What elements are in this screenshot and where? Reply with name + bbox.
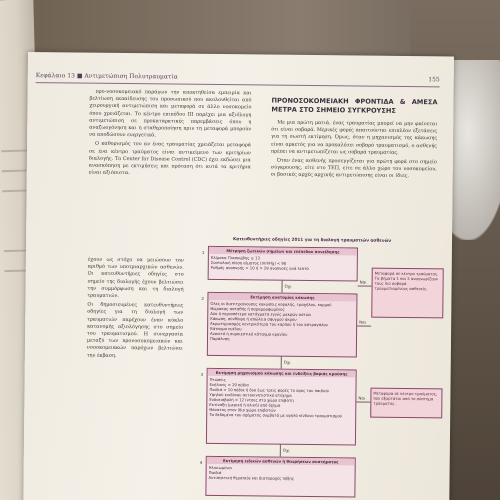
step-2-item: Κάταγμα πυέλου	[210, 325, 242, 332]
step-2-item: Κάκωση, σύνθλιψη ή απώλεια σφυγμού άκρου	[210, 315, 297, 322]
left-column	[88, 89, 252, 259]
step-2-header: Εκτίμηση ανατομίας κάκωσης	[208, 293, 356, 302]
step-2-item: Ακρωτηριασμός κεντρικότερα του καρπού ή του αστραγάλου	[210, 320, 328, 328]
step-3-item: Υψηλού κινδύνου αυτοκινητιστικό ατύχημα	[209, 391, 292, 398]
flowchart-step-4	[205, 456, 355, 498]
flow-arrow	[280, 445, 281, 457]
flow-connector	[356, 401, 370, 402]
flow-arrow	[281, 281, 282, 293]
step-4-item: Αντιπηκτική θεραπεία και διαταραχές πήξης	[208, 474, 295, 481]
flowchart-step-1	[208, 246, 358, 282]
flow-connector	[358, 285, 372, 286]
step-3-item: Θάνατος στον ίδιο χώρο επιβατών	[209, 406, 276, 413]
flow-arrow	[281, 357, 282, 369]
yes-label: Ναι	[359, 319, 367, 325]
step-3-item: Πτώσεις	[209, 376, 226, 383]
right-paragraph: Όταν ένας ασθενής προσεγγίζεται για πρώτη φορά στο σημείο σύγκρουσης, είτε στο ΤΕΠ, είτε σε άλλο χώρο του νοσοκομείου, οι βασικές αρχές αρχικής αντιμετώπισης είναι οι ίδιες.	[270, 157, 437, 180]
step-1-header: Μέτρηση ζωτικών σημείων και επίπεδου συνείδησης	[209, 247, 357, 256]
step-2-item: Θώρακας ασταθής ή παραμορφωμένος	[210, 305, 285, 312]
step-3-header: Εκτίμηση μηχανισμού κάκωσης και ενδείξεις βαριάς κρούσης	[208, 369, 356, 378]
no-label: Όχι	[283, 359, 291, 365]
step-4-item: Παιδιά	[208, 469, 222, 476]
side-box-transfer-system: Μεταφορά σε κέντρο τραύματος, που εξαρτάται από το σύστημα τραύματος.	[370, 388, 442, 419]
left-lower-text	[85, 257, 184, 500]
step-3-item: Ενδοεισβολή > 12 ίντσες στο χώρο επιβάτη	[209, 396, 294, 403]
step-number: 1	[201, 249, 205, 255]
book-page	[23, 52, 454, 500]
right-paragraph: Με μια πρώτη ματιά, ένας τραυματίας μπορεί να μην φαίνεται ότι είναι σοβαρά. Μερικές φορές απαιτούνται επιπλέον εξετάσεις για τη σωστή εκτίμηση. Όμως, όταν η μηχανισμός της κάκωσης είναι αρκετός για να προκαλέσει σοβαρό τραυματισμό, ο ασθενής πρέπει να αντιμετωπίζεται ως σοβαρά τραυματίας.	[270, 119, 438, 156]
step-4-item: Ηλικιωμένοι	[208, 464, 232, 471]
step-4-header: Εκτίμηση ειδικών ασθενών ή θεωρήσεων συστήματος	[207, 457, 355, 466]
step-number: 2	[201, 295, 205, 301]
step-2-item: Παράλυση	[209, 335, 230, 342]
section-heading: ΠΡΟΝΟΣΟΚΟΜΕΙΑΚΗ ΦΡΟΝΤΙΔΑ & ΑΜΕΣΑ ΜΕΤΡΑ ΣΤΟ ΣΗΜΕΙΟ ΣΥΓΚΡΟΥΣΗΣ	[271, 96, 438, 115]
step-3-item: Εκτίναξη (μερική ή ολική) από όχημα	[209, 401, 281, 408]
step-1-item: Ρυθμός αναπνοής < 10 ή > 29 αναπνοές ανά λεπτό	[210, 264, 309, 271]
step-number: 3	[200, 371, 204, 377]
flowchart-step-2	[207, 292, 358, 358]
page-number: 155	[428, 76, 440, 84]
left-lower-paragraph: έχουν ως στόχο να μειώσουν τον αριθμό των υποτριαρχικών ασθενών. Οι κατευθυντήριες οδηγίες στο σημείο της διαλογής έχουν βελτιώσει την συμμόρφωση και τη διαλογή τραυματιών.	[87, 256, 184, 299]
left-paragraph: Ο καθορισμός του αν ένας τραυματίας χρειάζεται μεταφορά σε ένα κέντρο τραύματος είναι αντικείμενο των κριτηρίων διαλογής. Το Center for Disease Control (CDC) έχει εκδώσει μια ανασκόπηση με εκτιμήσεις και πρόταση ότι αυτά τα κριτήρια είναι αξιόπιστα.	[88, 141, 252, 177]
side-box-transfer: Μεταφορά σε κέντρο τραύματος. Τα βήματα 1 και 2 αναγνωρίζουν τους πιο σοβαρά τραυματισμένους ασθενείς.	[371, 268, 444, 319]
flow-connector	[357, 325, 371, 326]
step-2-item: Όλες οι διατιτραίνουσες κακώσεις κεφαλής, τραχήλου, κορμού	[210, 300, 332, 308]
step-2-item: Δύο ή περισσότερα κατάγματα εγγύς μακρών οστών	[210, 310, 312, 317]
step-number: 4	[199, 459, 203, 465]
left-paragraph: προ-νοσοκομειακό παράγων την αποκτηθείσα εμπειρία και βελτίωση εκπαίδευσης του προσωπικού που ακολουθείται από χειρουργική αντιμετώπιση και μεταφορά σε άλλο νοσοκομείο όπου χρειάζεται. Το κέντρο επιπέδου III παρέχει μια αξιόλογη αντιμετώπιση σε προκαταρκτικές παρεμβάσεις όπου η αναζωογόνηση και η σταθεροποίηση πριν τη μεταφορά μπορούν να αποδώσουν ευεργετικά.	[89, 88, 252, 139]
figure-title: Κατευθυντήριες οδηγίες 2011 για τη διαλογή τραυματιών ασθενών	[232, 236, 392, 243]
yes-label: Ναι	[358, 395, 366, 401]
chapter-title: Κεφάλαιο 13 ■ Αντιμετώπιση Πολυτραυματία	[35, 72, 178, 81]
no-label: Όχι	[282, 447, 290, 453]
yes-label: Ναι	[359, 279, 367, 285]
step-1-item: Κλίμακα Γλασκώβης ≤ 13	[210, 254, 260, 261]
step-2-item: Ανοικτό ή συμπιεστικό κάταγμα κρανίου	[210, 330, 288, 337]
step-3-item: Τα δεδομένα του οχήματος συμβατά με υψηλό κίνδυνο τραυματισμού	[209, 411, 343, 419]
left-lower-paragraph: Οι δημοσιευμένες κατευθυντήριες οδηγίες για τη διαλογή των τραυματιών παρέχουν έναν κύκλο κατανομής αξιολόγησης στο σημείο του τραυματισμού. Η συνεργασία μεταξύ των προνοσοκομειακών και νοσοκομειακών παρόχων βελτιώνει την έκβαση.	[86, 301, 184, 359]
flowchart-step-3	[206, 368, 357, 446]
right-column	[270, 97, 437, 229]
step-1-item: Συστολική πίεση αίματος (mmHg) < 90	[210, 259, 287, 266]
step-3-item: Παιδιά > 10 πόδια ή δυο έως τρεις φορές το ύψος του παιδιού	[209, 386, 329, 394]
step-3-item: Ενήλικες > 20 πόδια	[209, 381, 249, 388]
no-label: Όχι	[284, 283, 292, 289]
